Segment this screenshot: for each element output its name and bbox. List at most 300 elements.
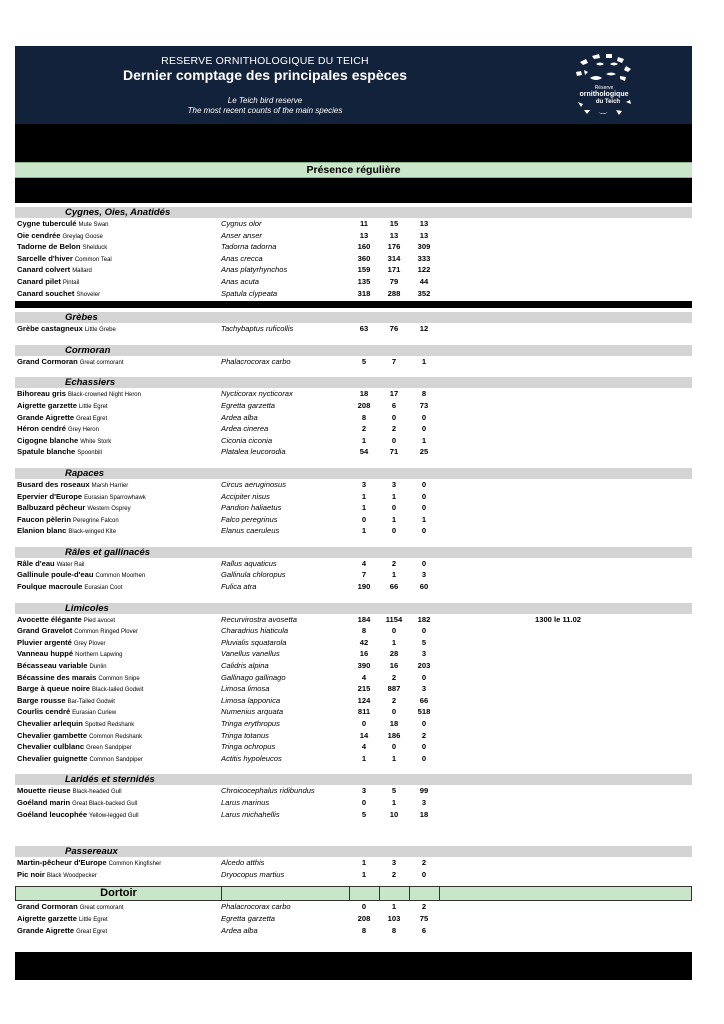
english-name: Dunlin: [89, 664, 107, 671]
scientific-name: Ciconia ciconia: [221, 435, 273, 445]
count-2: 0: [391, 435, 397, 445]
count-3: 12: [419, 324, 429, 334]
count-1: 0: [361, 797, 367, 807]
french-name: Avocette élégante: [17, 614, 82, 624]
count-2: 5: [391, 786, 397, 796]
count-1: 3: [361, 786, 367, 796]
count-1: 11: [359, 219, 369, 228]
species-row: [15, 412, 692, 424]
count-1: 4: [361, 558, 367, 568]
french-name: Busard des roseaux: [17, 479, 90, 489]
french-name: Bihoreau gris: [17, 389, 66, 399]
count-1: 190: [357, 582, 371, 592]
species-row: [15, 913, 692, 925]
count-3: 2: [421, 902, 427, 912]
french-name: Barge à queue noire: [17, 684, 91, 694]
count-3: 99: [419, 786, 429, 796]
count-1: 42: [359, 637, 369, 647]
count-1: 1: [361, 858, 367, 868]
count-2: 3: [391, 479, 397, 489]
species-name: [17, 288, 100, 302]
english-name: Eurasian Sparrowhawk: [84, 494, 146, 501]
category-header: Limicoles: [15, 603, 692, 614]
french-name: Goéland marin: [17, 797, 71, 807]
french-name: Pic noir: [17, 869, 45, 879]
count-1: 1: [361, 869, 367, 879]
count-3: 122: [417, 265, 431, 275]
french-name: Cigogne blanche: [17, 435, 79, 445]
scientific-name: Elanus caeruleus: [221, 526, 280, 536]
count-3: 0: [421, 869, 427, 879]
scientific-name: Gallinago gallinago: [221, 672, 286, 682]
column-divider: [379, 887, 380, 900]
count-3: 0: [421, 503, 427, 513]
french-name: Mouette rieuse: [17, 786, 71, 796]
column-divider: [409, 887, 410, 900]
species-row: [15, 706, 692, 718]
species-row: [15, 753, 692, 765]
count-3: 1: [421, 435, 427, 445]
species-row: [15, 400, 692, 412]
section-spacer: [15, 537, 692, 543]
count-2: 16: [389, 661, 399, 671]
count-3: 0: [421, 424, 427, 434]
count-2: 7: [391, 356, 397, 366]
section-spacer: [15, 820, 692, 842]
english-name: Mute Swan: [78, 222, 109, 228]
count-1: 208: [357, 400, 371, 410]
species-row: [15, 558, 692, 570]
count-3: 0: [421, 672, 427, 682]
french-name: Courlis cendré: [17, 707, 71, 717]
count-1: 8: [361, 925, 367, 935]
count-2: 13: [389, 230, 399, 240]
count-3: 3: [421, 649, 427, 659]
french-name: Aigrette garzette: [17, 913, 77, 923]
english-name: Black-headed Gull: [72, 789, 122, 796]
count-1: 4: [361, 672, 367, 682]
count-1: 5: [361, 356, 367, 366]
species-row: [15, 785, 692, 797]
scientific-name: Alcedo atthis: [221, 858, 265, 868]
count-1: 3: [361, 479, 367, 489]
dortoir-label: Dortoir: [100, 887, 137, 900]
scientific-name: Egretta garzetta: [221, 400, 276, 410]
count-3: 1: [421, 356, 427, 366]
species-row: [15, 514, 692, 526]
count-1: 7: [361, 570, 367, 580]
scientific-name: Anser anser: [221, 230, 262, 240]
count-2: 171: [387, 265, 401, 275]
count-2: 0: [391, 626, 397, 636]
count-1: 13: [359, 230, 369, 240]
scientific-name: Accipiter nisus: [221, 491, 270, 501]
french-name: Grand Gravelot: [17, 626, 73, 636]
count-2: 103: [387, 913, 401, 923]
category-header: Echassiers: [15, 377, 692, 388]
scientific-name: Ardea alba: [221, 412, 258, 422]
count-2: 2: [391, 558, 397, 568]
logo-text-bot: du Teich: [595, 99, 621, 105]
english-name: Little Egret: [78, 403, 108, 410]
english-name: Common Snipe: [98, 675, 140, 682]
english-name: Common Kingfisher: [108, 861, 162, 868]
scientific-name: Tachybaptus ruficollis: [221, 324, 294, 334]
english-name: Marsh Harrier: [91, 482, 129, 489]
english-name: Little Grebe: [84, 327, 116, 334]
french-name: Vanneau huppé: [17, 649, 74, 659]
english-name: Eurasian Coot: [84, 585, 123, 592]
count-2: 18: [389, 719, 399, 728]
species-row: [15, 241, 692, 253]
scientific-name: Limosa lapponica: [221, 695, 281, 705]
english-name: Common Ringed Plover: [74, 629, 138, 636]
french-name: Tadorne de Belon: [17, 242, 81, 252]
scientific-name: Ardea cinerea: [221, 424, 269, 434]
category-header: Passereaux: [15, 846, 692, 857]
english-name: Northern Lapwing: [75, 652, 123, 659]
english-name: Bar-Tailed Godwit: [67, 698, 115, 705]
count-3: 73: [419, 400, 429, 410]
column-divider: [439, 887, 440, 900]
count-1: 16: [359, 649, 369, 659]
count-1: 5: [361, 809, 367, 819]
count-2: 1: [391, 637, 397, 647]
scientific-name: Pandion haliaetus: [221, 503, 282, 513]
count-2: 0: [391, 526, 397, 536]
english-name: Black-tailed Godwit: [92, 687, 144, 694]
english-name: Shoveler: [76, 291, 101, 298]
count-2: 2: [391, 672, 397, 682]
count-2: 8: [391, 925, 397, 935]
species-name: [17, 809, 139, 823]
count-1: 1: [361, 491, 367, 501]
french-name: Gallinule poule-d'eau: [17, 570, 94, 580]
species-row: [15, 741, 692, 753]
english-name: Little Egret: [78, 916, 108, 923]
section-spacer: [15, 458, 692, 464]
english-name: Peregrine Falcon: [73, 517, 119, 524]
scientific-name: Fulica atra: [221, 582, 257, 592]
scientific-name: Rallus aquaticus: [221, 558, 277, 568]
count-2: 66: [389, 582, 399, 592]
english-name: Pintail: [62, 279, 80, 286]
species-row: [15, 502, 692, 514]
count-1: 135: [357, 276, 371, 286]
english-name: Black Woodpecker: [46, 872, 97, 879]
count-2: 1: [391, 570, 397, 580]
category-header: Laridés et sternidés: [15, 774, 692, 785]
count-1: 208: [357, 913, 371, 923]
count-3: 60: [419, 582, 429, 592]
species-row: [15, 491, 692, 503]
count-3: 3: [421, 570, 427, 580]
count-2: 2: [391, 424, 397, 434]
count-2: 186: [387, 730, 401, 740]
english-name: Grey Plover: [73, 640, 106, 647]
french-name: Grande Aigrette: [17, 412, 75, 422]
dortoir-banner: [15, 886, 692, 901]
species-row: [15, 925, 692, 937]
count-3: 8: [421, 389, 427, 399]
scientific-name: Tringa ochropus: [221, 742, 276, 752]
french-name: Canard pilet: [17, 276, 61, 286]
count-1: 8: [361, 412, 367, 422]
species-name: [17, 581, 122, 595]
english-name: Greylag Goose: [62, 233, 103, 240]
count-sheet: [15, 46, 692, 980]
count-2: 28: [389, 649, 399, 659]
dortoir-rows: [15, 901, 692, 936]
english-name: Common Redshank: [89, 733, 143, 740]
count-2: 0: [391, 412, 397, 422]
english-name: Great cormorant: [79, 905, 124, 912]
count-3: 3: [421, 797, 427, 807]
scientific-name: Phalacrocorax carbo: [221, 902, 291, 912]
species-name: [17, 869, 97, 883]
count-1: 811: [357, 707, 371, 717]
count-3: 203: [417, 661, 431, 671]
count-2: 2: [391, 869, 397, 879]
count-3: 333: [417, 253, 431, 263]
count-2: 2: [391, 695, 397, 705]
count-3: 75: [419, 913, 429, 923]
species-row: [15, 660, 692, 672]
species-row: [15, 581, 692, 593]
count-3: 0: [421, 753, 427, 763]
species-row: [15, 718, 692, 730]
french-name: Bécasseau variable: [17, 661, 88, 671]
species-name: [17, 446, 102, 460]
scientific-name: Anas acuta: [221, 276, 259, 286]
count-2: 1: [391, 514, 397, 524]
english-name: Water Rail: [56, 561, 85, 568]
count-2: 10: [389, 809, 399, 819]
count-3: 5: [421, 637, 427, 647]
species-row: [15, 695, 692, 707]
species-row: [15, 446, 692, 458]
species-row: [15, 276, 692, 288]
french-name: Grand Cormoran: [17, 902, 78, 912]
french-name: Aigrette garzette: [17, 400, 77, 410]
count-2: 288: [387, 288, 401, 298]
scientific-name: Tringa totanus: [221, 730, 269, 740]
count-2: 15: [389, 219, 399, 228]
species-row: [15, 479, 692, 491]
scientific-name: Limosa limosa: [221, 684, 270, 694]
species-row: [15, 264, 692, 276]
english-name: Spotted Redshank: [84, 722, 135, 728]
count-1: 0: [361, 902, 367, 912]
species-row: [15, 901, 692, 913]
english-name: Common Moorhen: [95, 573, 146, 580]
scientific-name: Vanellus vanellus: [221, 649, 280, 659]
column-divider: [221, 887, 222, 900]
species-row: [15, 569, 692, 581]
footer-band: [15, 952, 692, 980]
french-name: Epervier d'Europe: [17, 491, 83, 501]
english-name: Great cormorant: [79, 359, 124, 366]
count-3: 1: [421, 514, 427, 524]
species-name: [17, 356, 123, 370]
count-2: 17: [389, 389, 399, 399]
species-row: [15, 809, 692, 821]
scientific-name: Platalea leucorodia: [221, 447, 286, 457]
count-1: 160: [357, 242, 371, 252]
species-name: [17, 525, 116, 539]
count-1: 1: [361, 753, 367, 763]
french-name: Martin-pêcheur d'Europe: [17, 858, 107, 868]
english-name: Western Osprey: [87, 506, 131, 513]
species-row: [15, 648, 692, 660]
species-row: [15, 730, 692, 742]
scientific-name: Charadrius hiaticula: [221, 626, 289, 636]
count-2: 0: [391, 742, 397, 752]
scientific-name: Dryocopus martius: [221, 869, 285, 879]
presence-banner: Présence régulière: [15, 162, 692, 178]
english-tagline: The most recent counts of the main species: [187, 106, 343, 115]
english-name: Black-winged Kite: [68, 529, 117, 536]
count-3: 0: [421, 558, 427, 568]
scientific-name: Circus aeruginosus: [221, 479, 286, 489]
english-subtitle: Le Teich bird reserve: [227, 96, 303, 105]
count-1: 1: [361, 435, 367, 445]
species-row: [15, 637, 692, 649]
species-row: [15, 869, 692, 881]
species-row: [15, 356, 692, 368]
count-1: 54: [359, 447, 369, 457]
scientific-name: Calidris alpina: [221, 661, 269, 671]
count-3: 2: [421, 858, 427, 868]
scientific-name: Chroicocephalus ridibundus: [221, 786, 315, 796]
english-name: Black-crowned Night Heron: [67, 392, 141, 399]
spacer-band: [15, 178, 692, 203]
scientific-name: Cygnus olor: [221, 219, 262, 228]
section-spacer: [15, 335, 692, 341]
french-name: Grande Aigrette: [17, 925, 75, 935]
scientific-name: Gallinula chloropus: [221, 570, 286, 580]
count-3: 0: [421, 526, 427, 536]
english-name: Great Egret: [76, 415, 108, 422]
english-name: Yellow-legged Gull: [89, 812, 139, 819]
count-1: 159: [357, 265, 371, 275]
english-name: Grey Heron: [67, 427, 99, 434]
scientific-name: Egretta garzetta: [221, 913, 276, 923]
count-3: 0: [421, 742, 427, 752]
count-3: 2: [421, 730, 427, 740]
species-row: [15, 857, 692, 869]
scientific-name: Pluvialis squatarola: [221, 637, 287, 647]
french-name: Balbuzard pêcheur: [17, 503, 86, 513]
species-row: [15, 683, 692, 695]
english-name: Eurasian Curlew: [72, 710, 117, 717]
french-name: Elanion blanc: [17, 526, 67, 536]
species-row: [15, 218, 692, 230]
species-row: [15, 525, 692, 537]
scientific-name: Phalacrocorax carbo: [221, 356, 291, 366]
scientific-name: Ardea alba: [221, 925, 258, 935]
count-2: 1: [391, 753, 397, 763]
count-3: 0: [421, 412, 427, 422]
species-row: [15, 423, 692, 435]
french-name: Spatule blanche: [17, 447, 76, 457]
count-1: 1: [361, 503, 367, 513]
count-1: 124: [357, 695, 371, 705]
count-3: 0: [421, 491, 427, 501]
scientific-name: Recurvirostra avosetta: [221, 614, 297, 624]
count-1: 215: [357, 684, 371, 694]
count-1: 1: [361, 526, 367, 536]
scientific-name: Nycticorax nycticorax: [221, 389, 293, 399]
french-name: Grand Cormoran: [17, 356, 78, 366]
french-name: Chevalier culblanc: [17, 742, 85, 752]
logo-text-top: Réserve: [594, 85, 614, 91]
count-1: 2: [361, 424, 367, 434]
english-name: Great Egret: [76, 928, 108, 935]
column-divider: [349, 887, 350, 900]
category-header: Râles et gallinacés: [15, 547, 692, 558]
logo-text-mid: ornithologique: [579, 91, 629, 98]
species-row: [15, 323, 692, 335]
count-3: 0: [421, 626, 427, 636]
species-row: [15, 388, 692, 400]
english-name: Great Black-backed Gull: [72, 800, 138, 807]
spacer-band: [15, 124, 692, 162]
count-1: 0: [361, 514, 367, 524]
french-name: Goéland leucophée: [17, 809, 88, 819]
species-row: [15, 435, 692, 447]
count-2: 1154: [385, 614, 403, 624]
org-name: RESERVE ORNITHOLOGIQUE DU TEICH: [161, 55, 369, 67]
count-2: 71: [389, 447, 399, 457]
french-name: Chevalier guignette: [17, 753, 88, 763]
english-name: Pied avocet: [83, 617, 116, 624]
french-name: Canard souchet: [17, 288, 75, 298]
scientific-name: Larus michahellis: [221, 809, 280, 819]
count-2: 0: [391, 707, 397, 717]
count-1: 360: [357, 253, 371, 263]
section-divider: [15, 301, 692, 308]
count-3: 18: [419, 809, 429, 819]
count-3: 0: [421, 479, 427, 489]
species-row: [15, 288, 692, 300]
count-3: 13: [419, 219, 429, 228]
french-name: Chevalier arlequin: [17, 719, 83, 728]
species-row: [15, 230, 692, 242]
species-name: [17, 925, 107, 939]
french-name: Foulque macroule: [17, 582, 83, 592]
scientific-name: Anas platyrhynchos: [221, 265, 288, 275]
french-name: Pluvier argenté: [17, 637, 72, 647]
count-1: 184: [357, 614, 371, 624]
count-1: 14: [359, 730, 369, 740]
scientific-name: Anas crecca: [221, 253, 263, 263]
count-2: 3: [391, 858, 397, 868]
count-2: 76: [389, 324, 399, 334]
species-name: [17, 753, 143, 767]
french-name: Faucon pèlerin: [17, 514, 72, 524]
count-2: 6: [391, 400, 397, 410]
french-name: Grèbe castagneux: [17, 324, 83, 334]
english-name: Common Sandpiper: [89, 756, 143, 763]
count-3: 518: [417, 707, 431, 717]
french-name: Héron cendré: [17, 424, 66, 434]
english-name: Mallard: [72, 268, 92, 275]
count-3: 25: [419, 447, 429, 457]
species-row: [15, 797, 692, 809]
note: 1300 le 11.02: [535, 614, 582, 624]
count-3: 3: [421, 684, 427, 694]
